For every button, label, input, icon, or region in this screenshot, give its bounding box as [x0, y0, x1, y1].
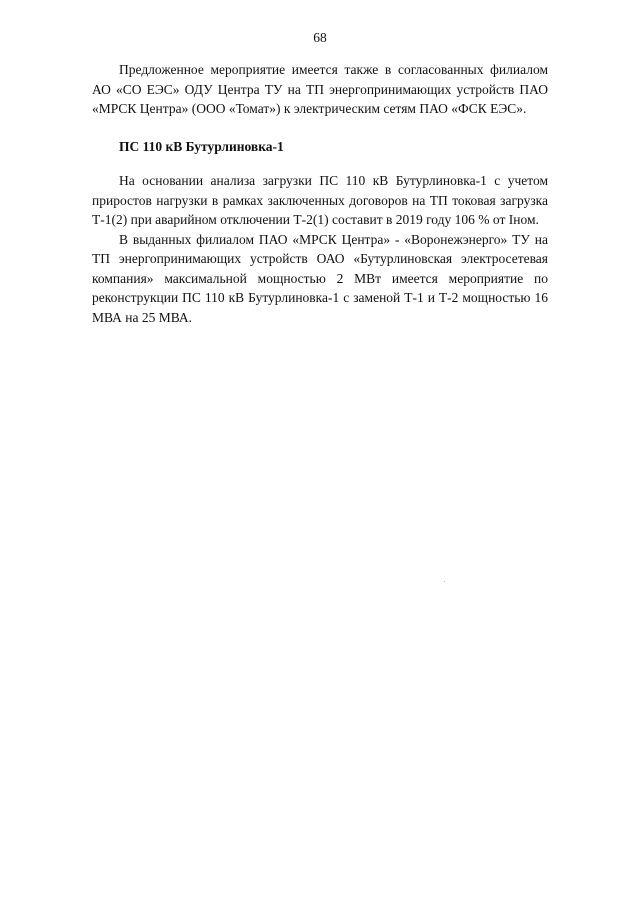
- intro-paragraph: Предложенное мероприятие имеется также в согласованных филиалом АО «СО ЕЭС» ОДУ Центра ТУ на ТП энергопринимающих устройств ПАО «МРСК Центра» (ООО «Томат») к электрическим сетям ПАО «ФСК ЕЭС».: [92, 62, 548, 116]
- scan-speck: [444, 581, 445, 582]
- section-heading: ПС 110 кВ Бутурлиновка-1: [119, 138, 284, 154]
- analysis-paragraph: На основании анализа загрузки ПС 110 кВ Бутурлиновка-1 с учетом приростов нагрузки в рамках заключенных договоров на ТП токовая загрузка Т-1(2) при аварийном отключении Т-2(1) составит в 2019 году 106 % от Iном.: [92, 173, 548, 227]
- page-number: 68: [313, 30, 327, 45]
- document-body: [92, 60, 548, 327]
- measure-paragraph: В выданных филиалом ПАО «МРСК Центра» - «Воронежэнерго» ТУ на ТП энергопринимающих устройств ОАО «Бутурлиновская электросетевая компания» максимальной мощностью 2 МВт имеется мероприятие по реконструкции ПС 110 кВ Бутурлиновка-1 с заменой Т-1 и Т-2 мощностью 16 МВА на 25 МВА.: [92, 231, 548, 325]
